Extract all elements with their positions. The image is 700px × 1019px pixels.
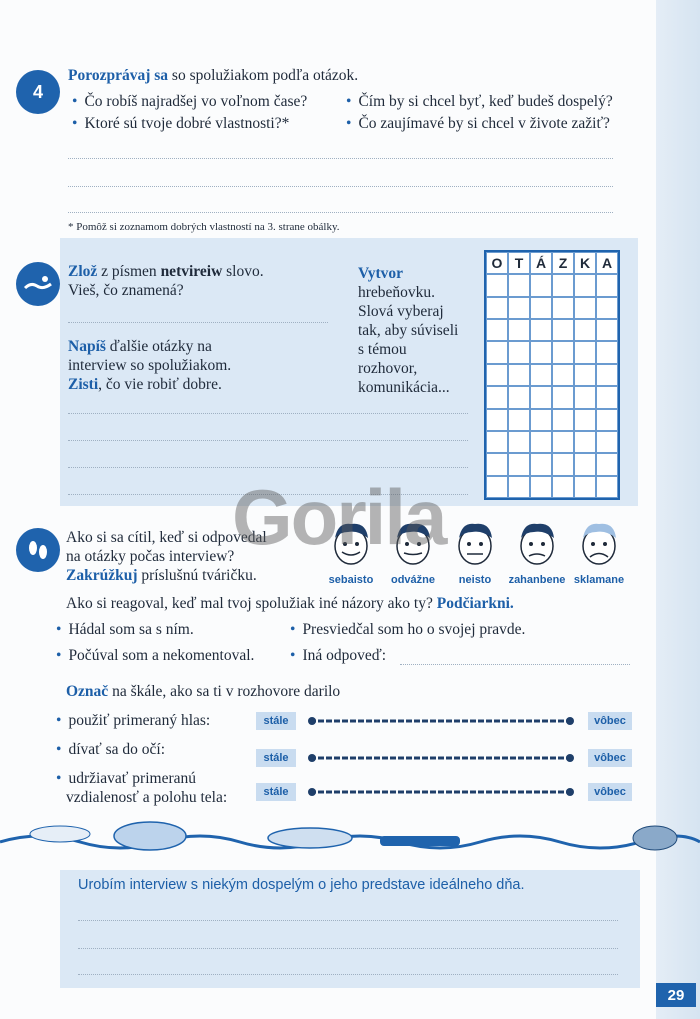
vytvor-line: s témou [358,341,407,358]
grid-cell[interactable] [486,476,508,498]
answer-line[interactable] [68,212,613,213]
answer-line[interactable] [68,186,613,187]
grid-cell[interactable] [574,431,596,453]
grid-header-cell: Z [552,252,574,274]
question-item: • Čo robíš najradšej vo voľnom čase? [72,92,307,111]
intro-verb: Porozprávaj sa [68,67,169,84]
grid-cell[interactable] [574,453,596,475]
reaction-option[interactable]: • Iná odpoveď: [290,646,386,665]
grid-cell[interactable] [508,297,530,319]
section5-question: Vieš, čo znamená? [68,282,184,299]
grid-cell[interactable] [508,453,530,475]
grid-cell[interactable] [574,364,596,386]
acrostic-grid[interactable] [484,250,620,500]
grid-cell[interactable] [530,431,552,453]
grid-cell[interactable] [552,386,574,408]
answer-line[interactable] [68,322,328,323]
grid-cell[interactable] [596,364,618,386]
grid-cell[interactable] [574,319,596,341]
exercise-number: 4 [32,81,43,102]
grid-cell[interactable] [596,341,618,363]
feeling-question: Ako si sa cítil, keď si odpovedal [66,529,267,546]
grid-cell[interactable] [530,341,552,363]
grid-cell[interactable] [508,476,530,498]
grid-cell[interactable] [574,297,596,319]
reaction-option[interactable]: • Hádal som sa s ním. [56,620,194,639]
grid-cell[interactable] [486,297,508,319]
grid-cell[interactable] [574,274,596,296]
vytvor-line: komunikácia... [358,379,450,396]
grid-cell[interactable] [596,431,618,453]
grid-cell[interactable] [574,341,596,363]
grid-cell[interactable] [486,409,508,431]
grid-cell[interactable] [486,319,508,341]
reaction-question: Ako si reagoval, keď mal tvoj spolužiak iné názory ako ty? Podčiarkni. [66,595,514,612]
feeling-question-line2: na otázky počas interview? [66,548,235,565]
grid-cell[interactable] [552,409,574,431]
grid-cell[interactable] [552,274,574,296]
face-zahanbene-icon[interactable] [514,518,560,568]
vytvor-line: Slová vyberaj [358,303,444,320]
grid-cell[interactable] [552,431,574,453]
grid-cell[interactable] [530,386,552,408]
grid-cell[interactable] [552,453,574,475]
grid-cell[interactable] [574,386,596,408]
grid-cell[interactable] [530,319,552,341]
page-number: 29 [656,983,696,1007]
question-item: • Čím by si chcel byť, keď budeš dospelý? [346,92,613,111]
answer-line[interactable] [78,974,618,975]
answer-line[interactable] [400,664,630,665]
answer-line[interactable] [68,440,468,441]
scale-left-label: stále [256,783,296,801]
grid-cell[interactable] [596,319,618,341]
face-label: sebaisto [328,574,374,586]
grid-header-cell: T [508,252,530,274]
zisti-task: Zisti, čo vie robiť dobre. [68,376,222,393]
answer-line[interactable] [68,467,468,468]
grid-cell[interactable] [486,453,508,475]
face-label: zahanbene [508,574,566,586]
grid-cell[interactable] [486,431,508,453]
reaction-option[interactable]: • Počúval som a nekomentoval. [56,646,254,665]
grid-cell[interactable] [530,274,552,296]
grid-cell[interactable] [486,274,508,296]
vytvor-task: Vytvor [358,265,404,282]
grid-header-cell: O [486,252,508,274]
answer-line[interactable] [78,920,618,921]
scale-left-label: stále [256,749,296,767]
face-sklamane-icon[interactable] [576,518,622,568]
face-neisto-icon[interactable] [452,518,498,568]
grid-cell[interactable] [596,386,618,408]
section5-task: Zlož z písmen netvireiw slovo. [68,263,264,280]
section4-intro [68,66,358,85]
grid-cell[interactable] [530,297,552,319]
grid-cell[interactable] [508,341,530,363]
grid-cell[interactable] [486,341,508,363]
scale-right-label: vôbec [588,712,632,730]
scrambled-word: netvireiw [160,263,223,280]
rope-scale[interactable] [306,787,576,797]
sea-animals-illustration [0,812,700,872]
grid-cell[interactable] [552,319,574,341]
grid-cell[interactable] [508,386,530,408]
scale-item: • dívať sa do očí: [56,740,165,759]
face-label: odvážne [390,574,435,586]
scale-right-label: vôbec [588,783,632,801]
scale-right-label: vôbec [588,749,632,767]
vytvor-line: tak, aby súviseli [358,322,459,339]
grid-cell[interactable] [596,453,618,475]
watermark: Gorila [232,473,446,561]
grid-cell[interactable] [552,297,574,319]
homework-task: Urobím interview s niekým dospelým o jeho predstave ideálneho dňa. [78,877,525,893]
grid-header-cell: A [596,252,618,274]
feeling-instruction: Zakrúžkuj príslušnú tváričku. [66,567,257,584]
grid-header-cell: K [574,252,596,274]
scale-item-line2: vzdialenosť a polohu tela: [66,789,228,806]
grid-cell[interactable] [486,386,508,408]
grid-cell[interactable] [508,274,530,296]
grid-cell[interactable] [530,453,552,475]
grid-cell[interactable] [596,409,618,431]
grid-cell[interactable] [530,409,552,431]
rope-scale[interactable] [306,716,576,726]
grid-cell[interactable] [508,319,530,341]
grid-cell[interactable] [596,297,618,319]
napis-task-line2: interview so spolužiakom. [68,357,232,374]
grid-cell[interactable] [508,431,530,453]
vytvor-line: hrebeňovku. [358,284,436,301]
grid-cell[interactable] [486,364,508,386]
grid-cell[interactable] [508,409,530,431]
face-label: sklamane [573,574,625,586]
vytvor-line: rozhovor, [358,360,418,377]
napis-task: Napíš ďalšie otázky na [68,338,212,355]
face-label: neisto [458,574,492,586]
grid-cell[interactable] [530,364,552,386]
question-item: • Čo zaujímavé by si chcel v živote zažiť? [346,114,610,133]
answer-line[interactable] [68,158,613,159]
scale-left-label: stále [256,712,296,730]
grid-cell[interactable] [574,476,596,498]
grid-cell[interactable] [508,364,530,386]
answer-line[interactable] [78,948,618,949]
grid-cell[interactable] [596,476,618,498]
scale-item: • udržiavať primeranú [56,769,196,788]
exercise-4-badge [16,70,60,114]
grid-header-cell: Á [530,252,552,274]
footprints-icon [16,528,60,572]
reaction-option[interactable]: • Presviedčal som ho o svojej pravde. [290,620,525,639]
grid-cell[interactable] [574,409,596,431]
rope-scale[interactable] [306,753,576,763]
question-item: • Ktoré sú tvoje dobré vlastnosti?* [72,114,289,133]
footnote: * Pomôž si zoznamom dobrých vlastností na 3. strane obálky. [68,221,340,233]
grid-cell[interactable] [552,476,574,498]
scale-instruction: Označ na škále, ako sa ti v rozhovore darilo [66,683,341,700]
grid-cell[interactable] [596,274,618,296]
answer-line[interactable] [68,413,468,414]
grid-cell[interactable] [552,364,574,386]
scale-item: • použiť primeraný hlas: [56,711,210,730]
intro-text: so spolužiakom podľa otázok. [168,67,359,84]
grid-cell[interactable] [552,341,574,363]
swimmer-icon [16,262,60,306]
grid-cell[interactable] [530,476,552,498]
